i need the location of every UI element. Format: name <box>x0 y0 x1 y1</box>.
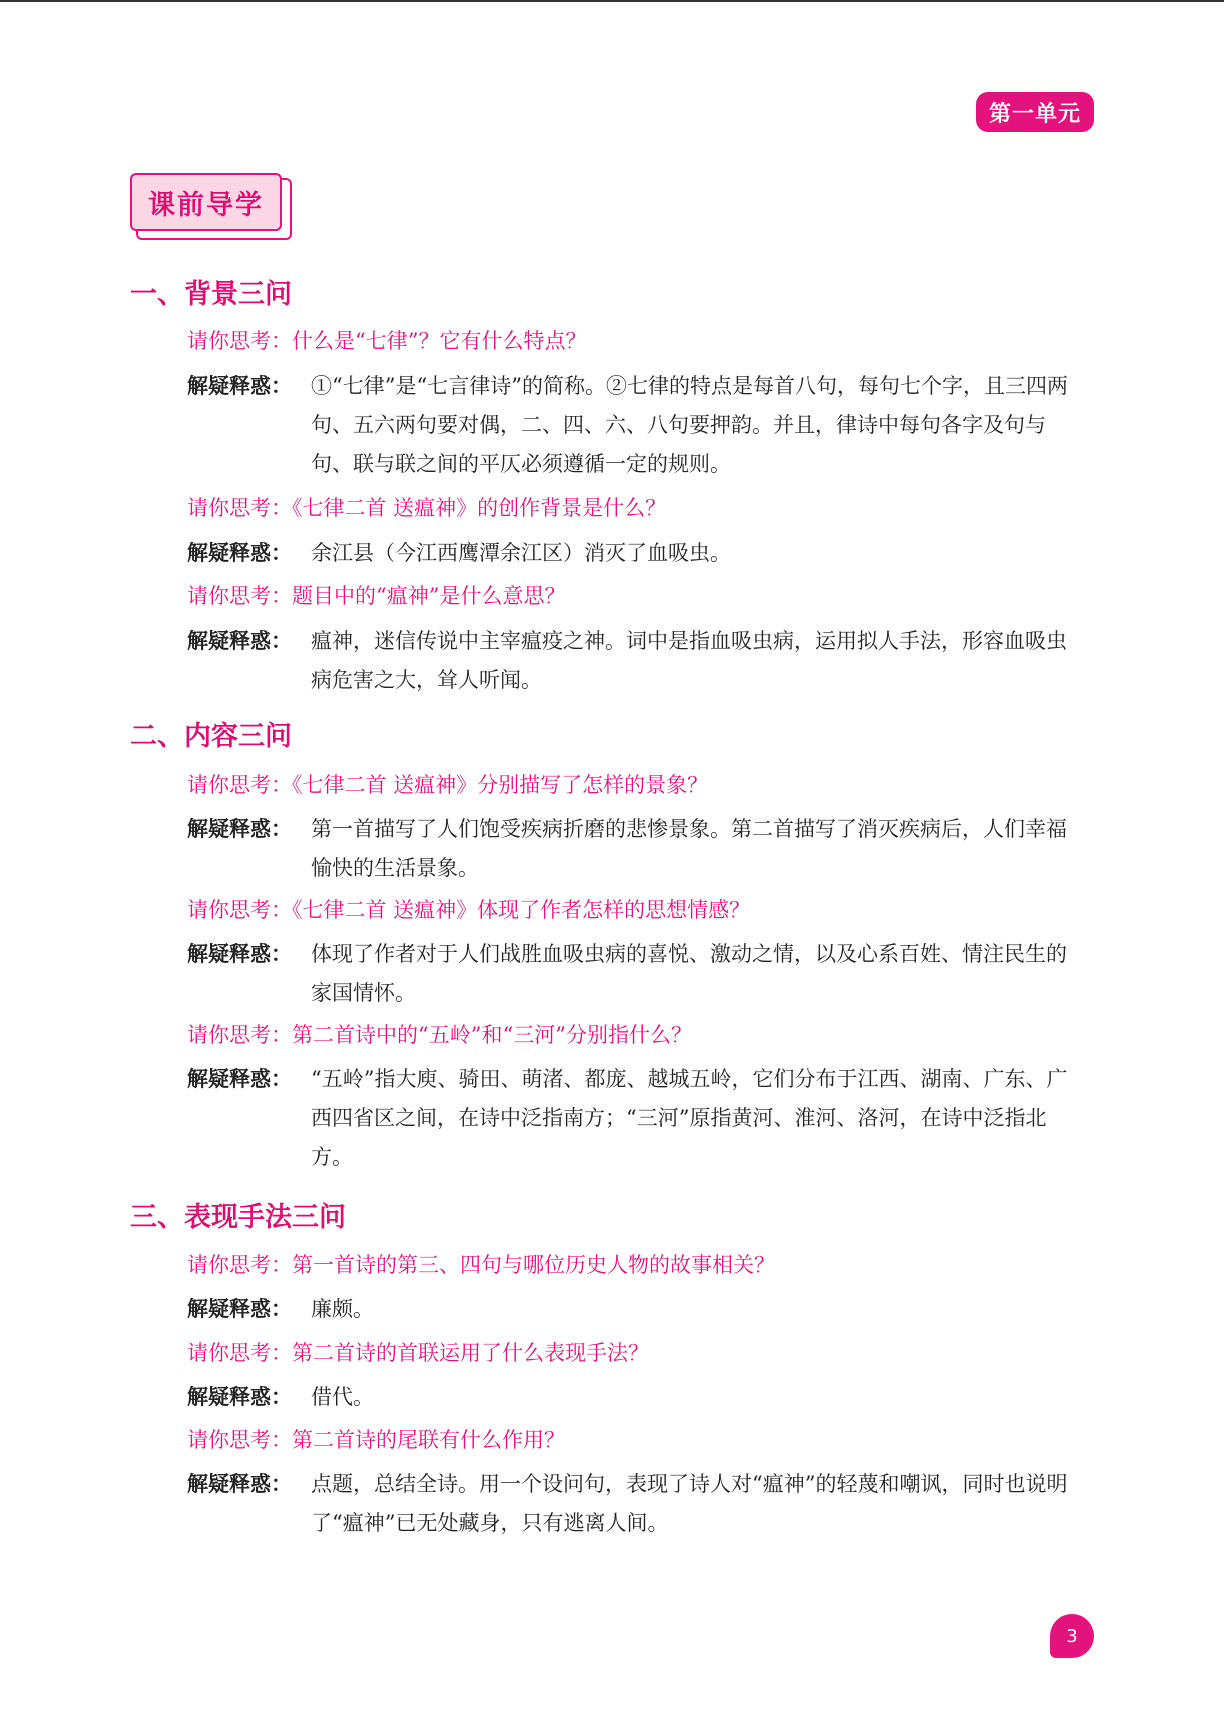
section-heading-content: 二、内容三问 <box>130 721 292 752</box>
answer-text: 瘟神，迷信传说中主宰瘟疫之神。词中是指血吸虫病，运用拟人手法，形容血吸虫病危害之大，耸人听闻。 <box>311 629 1067 692</box>
question-text: 第二首诗中的“五岭”和“三河”分别指什么？ <box>292 1023 692 1047</box>
question-text: 《七律二首 送瘟神》分别描写了怎样的景象？ <box>292 773 709 797</box>
answer <box>187 622 1087 700</box>
question-label: 请你思考： <box>187 898 292 922</box>
section-heading-background: 一、背景三问 <box>130 279 292 310</box>
answer <box>187 1465 1087 1543</box>
answer-text: 廉颇。 <box>311 1297 374 1321</box>
question <box>187 891 1087 930</box>
answer-text: 点题，总结全诗。用一个设问句，表现了诗人对“瘟神”的轻蔑和嘲讽，同时也说明了“瘟神”已无处藏身，只有逃离人间。 <box>311 1472 1068 1535</box>
answer <box>187 935 1087 1013</box>
question <box>187 766 1087 805</box>
answer-text: “五岭”指大庾、骑田、萌渚、都庞、越城五岭，它们分布于江西、湖南、广东、广西四省区之间，在诗中泛指南方；“三河”原指黄河、淮河、洛河，在诗中泛指北方。 <box>311 1067 1068 1169</box>
question-text: 第二首诗的尾联有什么作用？ <box>292 1428 565 1452</box>
answer-label: 解疑释惑： <box>187 629 292 653</box>
question <box>187 1246 1087 1285</box>
question-text: 什么是“七律”？它有什么特点？ <box>292 329 587 353</box>
section-title-block <box>130 173 282 231</box>
question <box>187 489 1087 528</box>
page-number: 3 <box>1050 1614 1094 1658</box>
question <box>187 1016 1087 1055</box>
answer <box>187 1290 1087 1329</box>
question <box>187 322 1087 361</box>
answer-label: 解疑释惑： <box>187 1472 292 1496</box>
answer-label: 解疑释惑： <box>187 817 292 841</box>
answer <box>187 1060 1087 1177</box>
question-text: 第二首诗的首联运用了什么表现手法？ <box>292 1341 649 1365</box>
question <box>187 1334 1087 1373</box>
answer-text: 借代。 <box>311 1385 374 1409</box>
top-rule <box>0 0 1224 2</box>
question-label: 请你思考： <box>187 584 292 608</box>
question-text: 题目中的“瘟神”是什么意思？ <box>292 584 566 608</box>
answer <box>187 367 1087 484</box>
answer <box>187 534 1087 573</box>
answer-text: ①“七律”是“七言律诗”的简称。②七律的特点是每首八句，每句七个字，且三四两句、五六两句要对偶，二、四、六、八句要押韵。并且，律诗中每句各字及句与句、联与联之间的平仄必须遵循一定的规则。 <box>311 374 1068 476</box>
question-text: 第一首诗的第三、四句与哪位历史人物的故事相关？ <box>292 1253 775 1277</box>
question <box>187 577 1087 616</box>
question-label: 请你思考： <box>187 773 292 797</box>
answer-label: 解疑释惑： <box>187 541 292 565</box>
answer <box>187 1378 1087 1417</box>
question-label: 请你思考： <box>187 1253 292 1277</box>
question-label: 请你思考： <box>187 496 292 520</box>
question <box>187 1421 1087 1460</box>
question-label: 请你思考： <box>187 1023 292 1047</box>
answer-label: 解疑释惑： <box>187 942 292 966</box>
answer-text: 第一首描写了人们饱受疾病折磨的悲惨景象。第二首描写了消灭疾病后，人们幸福愉快的生活景象。 <box>311 817 1067 880</box>
question-label: 请你思考： <box>187 1341 292 1365</box>
question-text: 《七律二首 送瘟神》体现了作者怎样的思想情感？ <box>292 898 751 922</box>
unit-badge: 第一单元 <box>976 92 1094 132</box>
section-title: 课前导学 <box>130 173 282 231</box>
question-label: 请你思考： <box>187 1428 292 1452</box>
answer-label: 解疑释惑： <box>187 1067 292 1091</box>
answer-text: 余江县（今江西鹰潭余江区）消灭了血吸虫。 <box>311 541 731 565</box>
answer-label: 解疑释惑： <box>187 1385 292 1409</box>
answer <box>187 810 1087 888</box>
question-text: 《七律二首 送瘟神》的创作背景是什么？ <box>292 496 667 520</box>
answer-label: 解疑释惑： <box>187 374 292 398</box>
answer-text: 体现了作者对于人们战胜血吸虫病的喜悦、激动之情，以及心系百姓、情注民生的家国情怀。 <box>311 942 1067 1005</box>
section-heading-techniques: 三、表现手法三问 <box>130 1202 346 1233</box>
answer-label: 解疑释惑： <box>187 1297 292 1321</box>
question-label: 请你思考： <box>187 329 292 353</box>
